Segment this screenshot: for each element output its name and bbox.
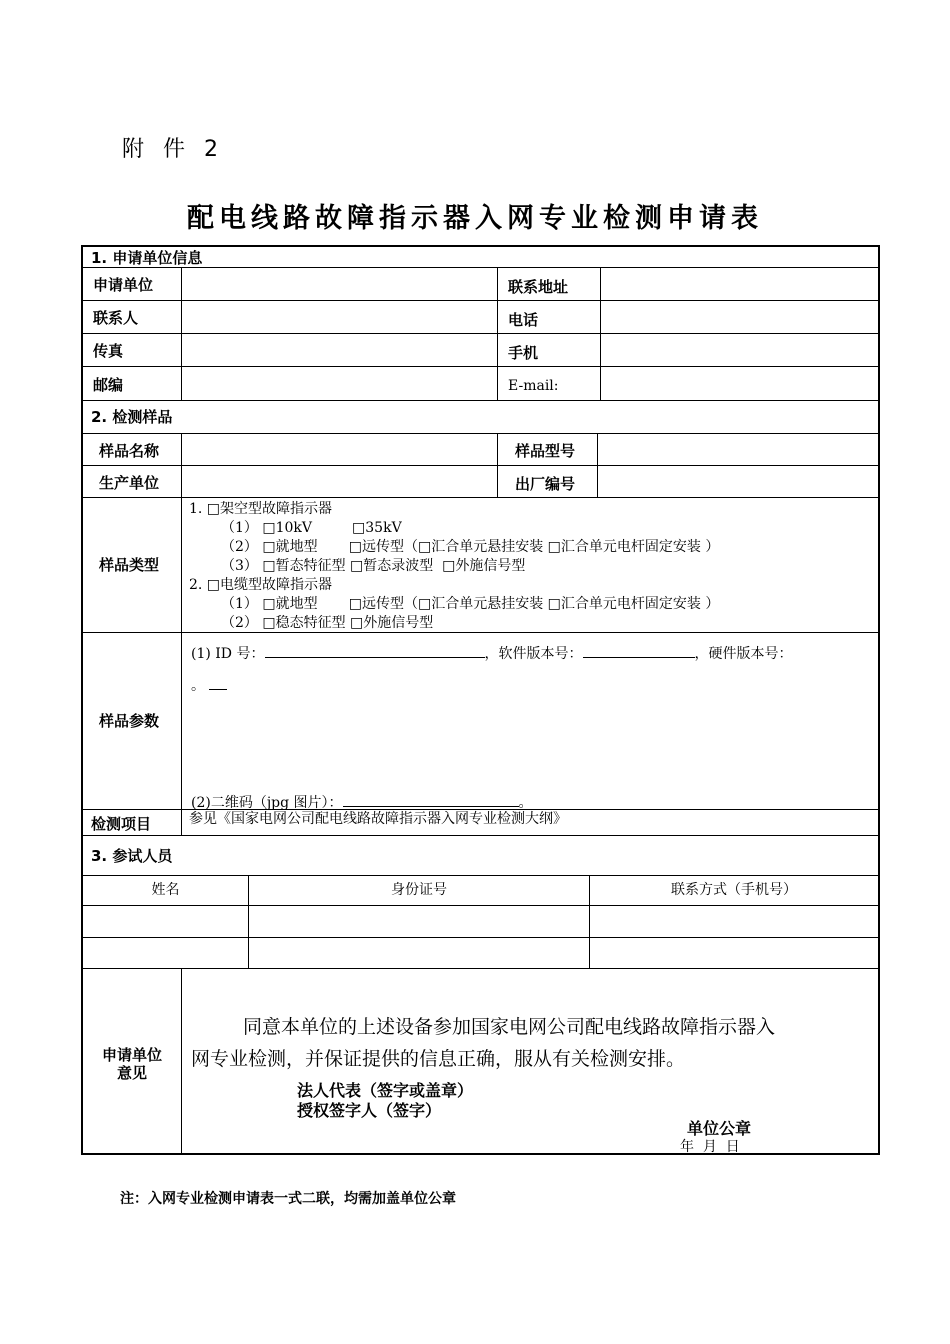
application-form xyxy=(81,245,880,1155)
opinion-label-line2: 意见 xyxy=(116,1064,147,1082)
serial-number-field[interactable] xyxy=(607,473,869,493)
param-qr-row xyxy=(191,792,533,812)
param-qr-field[interactable] xyxy=(343,792,519,807)
column-contact: 联系方式（手机号） xyxy=(671,882,797,898)
form-title: 配电线路故障指示器入网专业检测申请表 xyxy=(187,203,763,234)
type-overhead-mode[interactable]: （2） □就地型 □远传型（□汇合单元悬挂安装 □汇合单元电杆固定安装 ） xyxy=(221,539,720,555)
opinion-date: 年 月 日 xyxy=(680,1139,740,1155)
param-software-field[interactable] xyxy=(583,643,695,658)
param-hardware-label: ，硬件版本号： xyxy=(694,646,793,662)
label-sample-name: 样品名称 xyxy=(99,442,160,460)
sample-model-field[interactable] xyxy=(607,441,869,461)
type-cable-feature[interactable]: （2） □稳态特征型 □外施信号型 xyxy=(221,615,434,631)
contact-person-field[interactable] xyxy=(191,309,489,329)
section1-heading: 1. 申请单位信息 xyxy=(91,249,203,267)
label-applicant-unit: 申请单位 xyxy=(93,276,154,294)
label-phone: 电话 xyxy=(508,311,539,329)
participant-2-id[interactable] xyxy=(253,941,585,965)
opinion-label-line1: 申请单位 xyxy=(101,1046,162,1064)
contact-address-field[interactable] xyxy=(610,276,870,296)
email-field[interactable] xyxy=(610,376,870,396)
applicant-unit-field[interactable] xyxy=(191,276,489,296)
opinion-statement-line1: 同意本单位的上述设备参加国家电网公司配电线路故障指示器入 xyxy=(243,1016,776,1038)
type-overhead[interactable]: 1. □架空型故障指示器 xyxy=(189,501,333,517)
manufacturer-field[interactable] xyxy=(191,473,489,493)
param-id-field[interactable] xyxy=(265,643,485,658)
param-qr-end: 。 xyxy=(518,795,533,811)
label-sample-model: 样品型号 xyxy=(515,442,576,460)
param-line2 xyxy=(191,675,227,695)
label-contact-person: 联系人 xyxy=(93,309,139,327)
attachment-label: 附 件 2 xyxy=(122,137,224,162)
label-mobile: 手机 xyxy=(508,344,539,362)
label-serial-number: 出厂编号 xyxy=(515,475,576,493)
participant-2-phone[interactable] xyxy=(594,941,874,965)
column-name: 姓名 xyxy=(151,882,180,898)
postcode-field[interactable] xyxy=(191,376,489,396)
fax-field[interactable] xyxy=(191,342,489,362)
param-qr-label: (2)二维码（jpg 图片）： xyxy=(191,795,343,811)
section2-heading: 2. 检测样品 xyxy=(91,408,173,426)
label-sample-type: 样品类型 xyxy=(99,556,160,574)
label-sample-params: 样品参数 xyxy=(99,712,160,730)
participant-1-phone[interactable] xyxy=(594,909,874,933)
participant-2-name[interactable] xyxy=(87,941,244,965)
label-manufacturer: 生产单位 xyxy=(99,474,160,492)
label-contact-address: 联系地址 xyxy=(508,278,569,296)
param-id-row xyxy=(191,643,793,663)
mobile-field[interactable] xyxy=(610,342,870,362)
footnote: 注：入网专业检测申请表一式二联，均需加盖单位公章 xyxy=(120,1191,456,1207)
unit-seal: 单位公章 xyxy=(687,1119,752,1138)
authorized-signer: 授权签字人（签字） xyxy=(297,1101,442,1120)
label-email: E-mail: xyxy=(508,378,559,394)
column-id-number: 身份证号 xyxy=(391,882,447,898)
param-line2-text: 。 xyxy=(191,678,205,694)
sample-name-field[interactable] xyxy=(191,441,489,461)
test-items-value: 参见《国家电网公司配电线路故障指示器入网专业检测大纲》 xyxy=(189,811,567,827)
type-cable-mode[interactable]: （1） □就地型 □远传型（□汇合单元悬挂安装 □汇合单元电杆固定安装 ） xyxy=(221,596,720,612)
label-fax: 传真 xyxy=(93,342,124,360)
legal-representative: 法人代表（签字或盖章） xyxy=(297,1081,474,1100)
type-cable[interactable]: 2. □电缆型故障指示器 xyxy=(189,577,333,593)
param-hardware-field[interactable] xyxy=(209,675,227,690)
label-test-items: 检测项目 xyxy=(91,815,152,833)
param-software-label: ，软件版本号： xyxy=(484,646,583,662)
label-postcode: 邮编 xyxy=(93,376,124,394)
section3-heading: 3. 参试人员 xyxy=(91,847,173,865)
phone-field[interactable] xyxy=(610,309,870,329)
type-overhead-voltage[interactable]: （1） □10kV □35kV xyxy=(221,520,402,536)
type-overhead-feature[interactable]: （3） □暂态特征型 □暂态录波型 □外施信号型 xyxy=(221,558,526,574)
participant-1-name[interactable] xyxy=(87,909,244,933)
opinion-statement-line2: 网专业检测，并保证提供的信息正确，服从有关检测安排。 xyxy=(191,1048,686,1070)
participant-1-id[interactable] xyxy=(253,909,585,933)
param-id-label: (1) ID 号： xyxy=(191,646,265,662)
